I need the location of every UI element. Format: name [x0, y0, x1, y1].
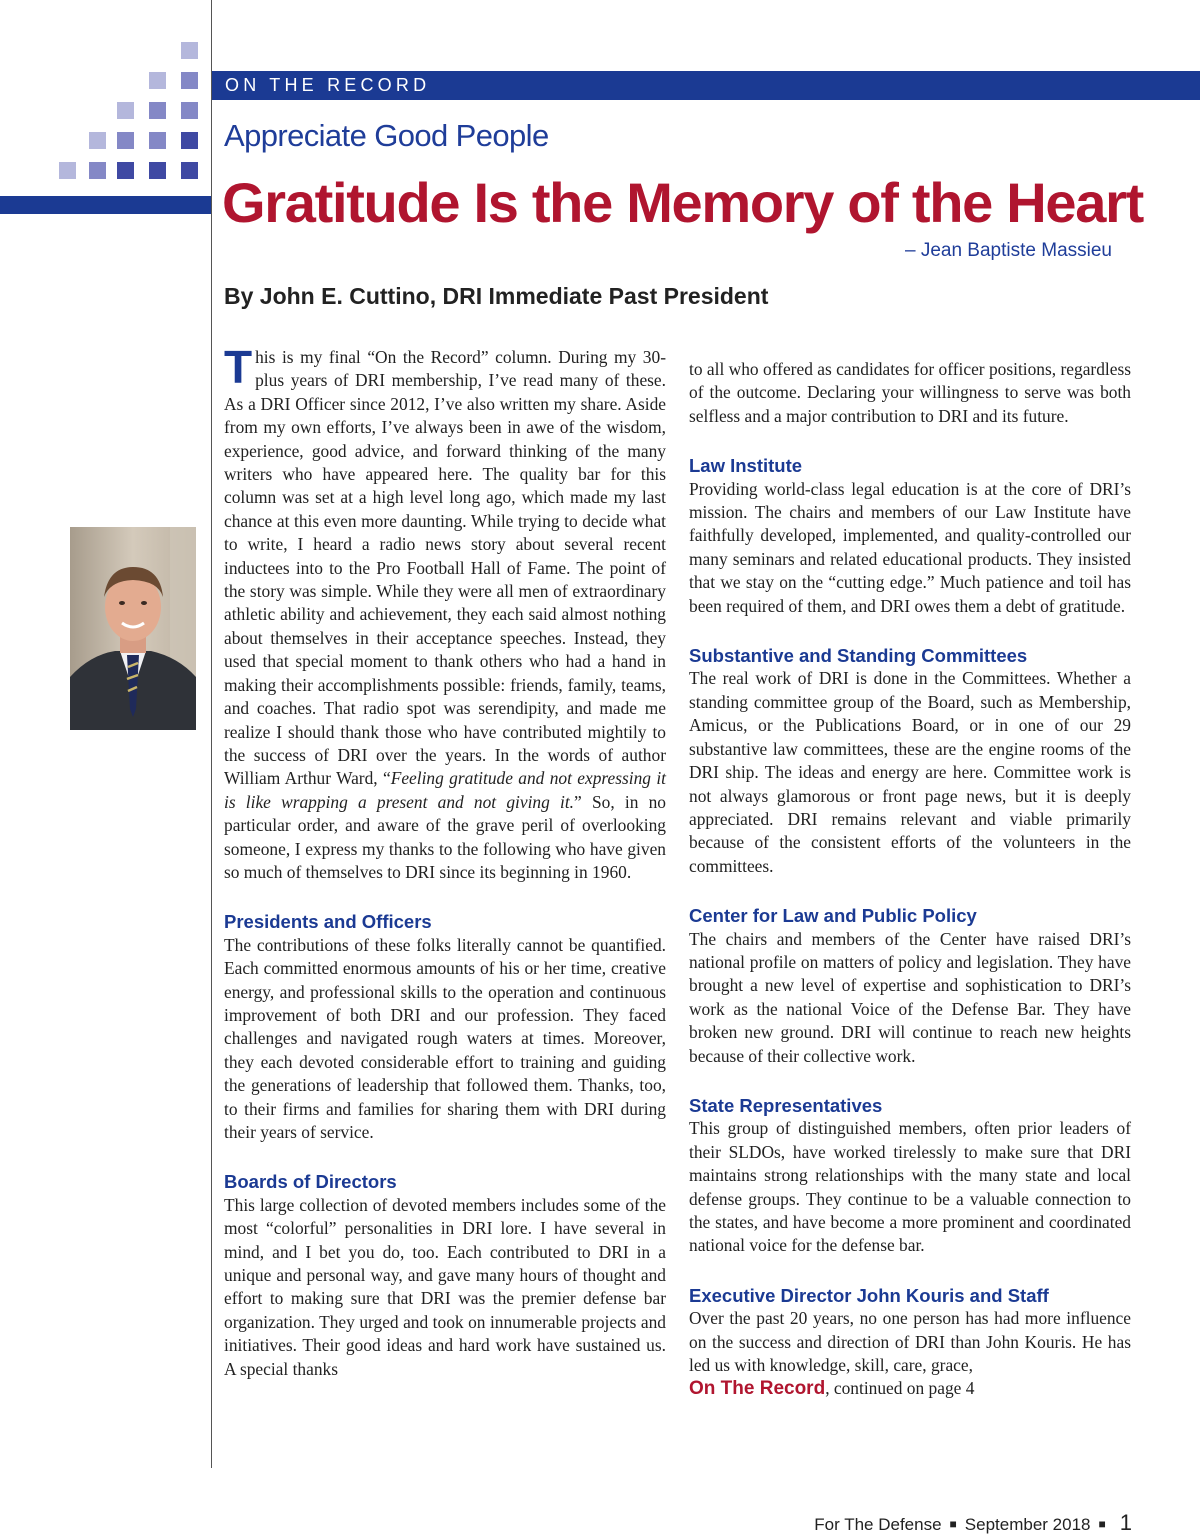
section-body-center: The chairs and members of the Center have raised DRI’s national profile on matters of policy and legislation. They have brought a new level of expertise and sophistication to DRI’s work as the national Voice of the Defense Bar. They have broken new ground. DRI will continue to reach new heights because of their collective work. — [689, 928, 1131, 1066]
footer-issue: September 2018 — [964, 1515, 1091, 1534]
mosaic-square — [181, 42, 198, 59]
mosaic-square — [89, 132, 106, 149]
mosaic-square — [117, 102, 134, 119]
continuation-note — [689, 1377, 1131, 1400]
section-heading-state-reps: State Representatives — [689, 1094, 883, 1116]
article-column-left — [224, 341, 666, 1381]
section-body-law-institute: Providing world-class legal education is at the core of DRI’s mission. The chairs and members of our Law Institute have faithfully developed, implemented, and quality-controlled our many seminars and related educational products. They insisted that we stay on the “cutting edge.” Much patience and toil has been required of them, and DRI owes them a debt of gratitude. — [689, 478, 1131, 616]
mosaic-square — [149, 72, 166, 89]
page-title: Gratitude Is the Memory of the Heart — [222, 171, 1143, 234]
section-heading-committees: Substantive and Standing Committees — [689, 645, 1028, 667]
section-label: ON THE RECORD — [225, 75, 431, 95]
mosaic-square — [149, 102, 166, 119]
mosaic-square — [149, 132, 166, 149]
kicker: Appreciate Good People — [224, 118, 549, 153]
continuation-label: On The Record — [689, 1378, 826, 1400]
section-body-state-reps: This group of distinguished members, often prior leaders of their SLDOs, have worked tirelessly to make sure that DRI maintains strong relationships with the many state and local defense groups. They continue to be a valuable connection to the states, and have become a more prominent and coordinated national voice for the defense bar. — [689, 1118, 1131, 1256]
intro-text-start: his is my final “On the Record” column. During my 30-plus years of DRI membership, I’ve read many of these. As a DRI Officer since 2012, I’ve also written my share. Aside from my own efforts, I’ve always been in awe of the wisdom, experience, good advice, and forward thinking of the many writers who have appeared here. The quality bar for this column was set at a high level long ago, which made my last chance at this even more daunting. While trying to decide what to write, I heard a radio news story about several recent inductees into to the Pro Football Hall of Fame. The point of the story was simple. While they were all men of extraordinary athletic ability and achievement, they each said almost nothing about themselves in their acceptance speeches. Instead, they used that special moment to thank others who had a hand in making their accomplishments possible: friends, family, teams, and coaches. That radio spot was serendipity, and made me realize I should thank those who have contributed mightily to the success of DRI over the years. In the words of author William Arthur Ward, “ — [224, 347, 666, 789]
page-number: 1 — [1119, 1510, 1132, 1535]
section-heading-boards: Boards of Directors — [224, 1171, 397, 1193]
footer-separator-icon: ■ — [1098, 1517, 1106, 1531]
continuation-text: , continued on page 4 — [825, 1378, 975, 1399]
author-portrait-illustration — [70, 527, 196, 730]
section-heading-presidents: Presidents and Officers — [224, 911, 432, 933]
footer-publication: For The Defense — [814, 1515, 942, 1534]
section-heading-law-institute: Law Institute — [689, 455, 803, 477]
footer-separator-icon: ■ — [949, 1517, 957, 1531]
page-footer — [814, 1510, 1132, 1536]
drop-cap: T — [224, 341, 253, 393]
author-photo — [70, 527, 196, 730]
article-column-right — [689, 358, 1131, 1401]
section-body-boards: This large collection of devoted members includes some of the most “colorful” personalities in DRI lore. I have several in mind, and I bet you do, too. Each contributed to DRI in a unique and personal way, and gave many hours of thought and effort to making sure that DRI was the premier defense bar organization. They urged and took on innumerable projects and initiatives. Their good ideas and hard work have sustained us. A special thanks — [224, 1194, 666, 1379]
mosaic-square — [181, 132, 198, 149]
mosaic-square — [89, 162, 106, 179]
section-heading-executive: Executive Director John Kouris and Staff — [689, 1284, 1049, 1306]
mosaic-square — [117, 162, 134, 179]
mosaic-square — [181, 162, 198, 179]
intro-quote: Feeling gratitude and not expressing it is like wrapping a present and not giving it. — [224, 768, 666, 812]
section-body-executive: Over the past 20 years, no one person has had more influence on the success and direction of DRI than John Kouris. He has led us with knowledge, skill, care, grace, — [689, 1308, 1131, 1376]
section-body-committees: The real work of DRI is done in the Committees. Whether a standing committee group of the Board, such as Membership, Amicus, or the Publications Board, or in one of our 29 substantive law committees, these are the engine rooms of the DRI ship. The ideas and energy are here. Committee work is not always glamorous or front page news, but it is deeply appreciated. DRI remains relevant and viable primarily because of the consistent efforts of the volunteers in the committees. — [689, 668, 1131, 876]
mosaic-square — [181, 102, 198, 119]
intro-paragraph — [224, 341, 666, 884]
mosaic-square — [59, 162, 76, 179]
mosaic-square — [149, 162, 166, 179]
quote-attribution: – Jean Baptiste Massieu — [904, 240, 1112, 261]
mosaic-square — [181, 72, 198, 89]
left-accent-bar — [0, 196, 211, 214]
byline: By John E. Cuttino, DRI Immediate Past President — [224, 283, 769, 309]
section-body-boards-continued: to all who offered as candidates for officer positions, regardless of the outcome. Declaring your willingness to serve was both selfless and a major contribution to DRI and its future. — [689, 359, 1131, 426]
mosaic-square — [117, 132, 134, 149]
vertical-rule — [211, 0, 212, 1468]
section-body-presidents: The contributions of these folks literally cannot be quantified. Each committed enormous amounts of his or her time, creative energy, and professional skills to the operation and continuous improvement of both DRI and our profession. They faced challenges and navigated rough waters at times. Moreover, they each devoted considerable effort to training and guiding the generations of leadership that followed them. Thanks, too, to their firms and families for sharing them with DRI during their years of service. — [224, 934, 666, 1142]
section-heading-center: Center for Law and Public Policy — [689, 905, 977, 927]
intro-text-end: ” So, in no particular order, and aware of the grave peril of overlooking someone, I express my thanks to the following who have given so much of themselves to DRI since its beginning in 1960. — [224, 791, 666, 882]
